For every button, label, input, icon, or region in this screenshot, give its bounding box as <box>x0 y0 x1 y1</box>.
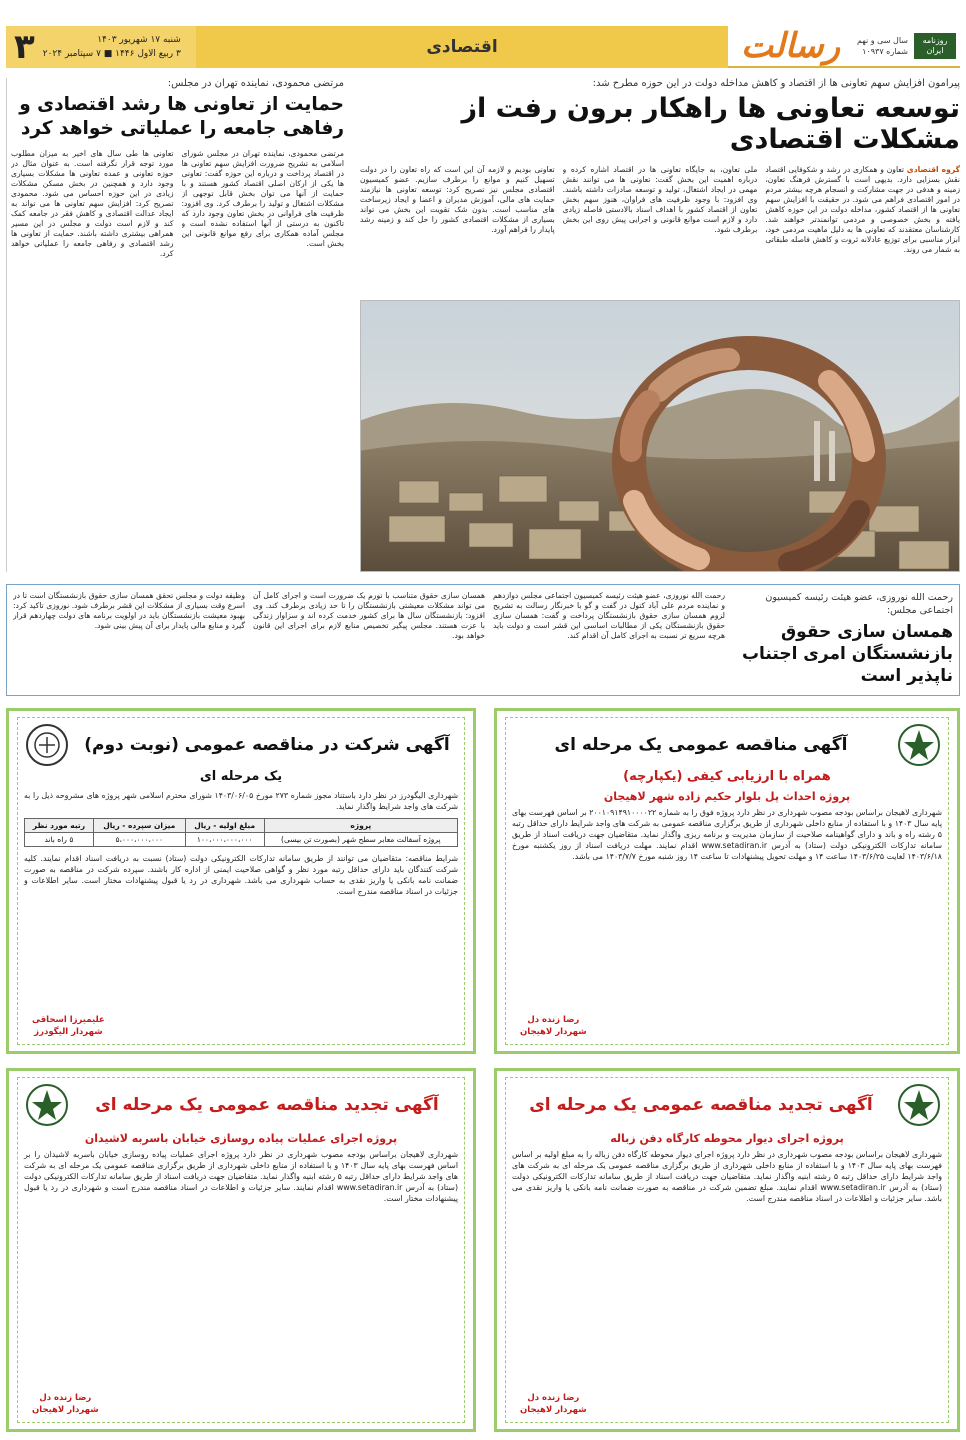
tender-ad-bridge-signature <box>520 1014 587 1038</box>
table-header: میزان سپرده - ریال <box>93 819 185 833</box>
lead-column-3: تعاونی بودیم و لازمه آن این است که راه تعاون را در دولت تسهیل کنیم و موانع را برطرف سازیم. عضو کمیسیون اقتصادی مجلس نیز تصریح کرد: توسعه تعاونی ها نیازمند حمایت های مالی، آموزش مدیران و اعضا و ایجاد زیرساخت های مناسب است. بدون شک تقویت این بخش می تواند بسیاری از مشکلات اقتصادی کشور را حل کند و زمینه رشد پایدار را فراهم آورد. <box>359 165 555 234</box>
table-cell: ۵،۰۰۰،۰۰۰،۰۰۰ <box>93 833 185 847</box>
tender-ad-asphalt-subtitle: یک مرحله ای <box>199 769 283 784</box>
tender-ad-asphalt-header <box>24 722 458 768</box>
section-title: اقتصادی <box>426 37 498 57</box>
municipality-emblem-icon <box>24 1082 70 1128</box>
side-kicker: مرتضی محمودی، نماینده تهران در مجلس: <box>167 78 344 89</box>
tender-ad-sidewalk <box>6 1068 476 1432</box>
lead-column-1 <box>765 165 960 305</box>
tender-ad-asphalt-body: شرایط مناقصه: متقاضیان می توانند از طریق سامانه تدارکات الکترونیکی دولت (ستاد) نسبت به دریافت اسناد اقدام نمایند. کلیه شرکت کنندگان باید دارای حداقل رتبه مورد نظر و گواهی صلاحیت ایمنی از اداره کار باشند. سپرده شرکت در مناقصه به صورت ضمانت نامه بانکی یا واریز نقدی به حساب شهرداری می باشد. شهرداری در رد یا قبول پیشنهادات مختار است. سایر اطلاعات و جزئیات در اسناد مناقصه مندرج است. <box>24 854 458 896</box>
table-header-row <box>25 819 458 833</box>
lead-headline: توسعه تعاونی ها راهکار برون رفت از مشکلات اقتصادی <box>461 93 960 155</box>
lead-columns <box>360 165 960 305</box>
dates <box>43 33 181 61</box>
tender-ad-wall-project: پروژه اجرای دیوار محوطه کارگاه دفن زباله <box>610 1132 844 1145</box>
tender-ad-wall-inner <box>505 1077 949 1423</box>
signer-role: شهردار لاهیجان <box>520 1405 587 1415</box>
signer-name: رضا زنده دل <box>527 1393 580 1403</box>
tender-ad-sidewalk-header <box>24 1082 458 1128</box>
tender-ad-asphalt-inner <box>17 717 465 1045</box>
tender-ad-wall-header <box>512 1082 942 1128</box>
tender-ad-asphalt-table <box>24 818 458 847</box>
issue-label: شماره ۱۰۹۳۷ <box>862 47 908 56</box>
signer-name: رضا زنده دل <box>527 1015 580 1025</box>
tender-ad-bridge-subtitle: همراه با ارزیابی کیفی (یکپارچه) <box>623 769 831 784</box>
date-line-2: ۳ ربیع الاول ۱۴۴۶ ■ ۷ سپتامبر ۲۰۲۴ <box>42 49 181 59</box>
side-column-1: مرتضی محمودی، نماینده تهران در مجلس شورای اسلامی به تشریح ضرورت افزایش سهم تعاونی ها در اقتصاد پرداخت و درباره این حوزه گفت: تعاونی ها یکی از ارکان اصلی اقتصاد کشور هستند و با حمایت از آنها می توان بخش قابل توجهی از مشکلات اشتغال و تولید را برطرف کرد. وی افزود: ظرفیت های فراوانی در بخش تعاون وجود دارد که تاکنون به درستی از آنها استفاده نشده است و مجلس آماده همکاری برای رفع موانع قانونی این بخش است. <box>181 149 344 248</box>
signer-name: رضا زنده دل <box>39 1393 92 1403</box>
side-headline: حمایت از تعاونی ها رشد اقتصادی و رفاهی جامعه را عملیاتی خواهد کرد <box>19 94 344 139</box>
pension-column-1: رحمت الله نوروزی، عضو هیئت رئیسه کمیسیون اجتماعی مجلس دوازدهم و نماینده مردم علی آباد کتول در گفت و گو با خبرنگار رسالت به تشریح لزوم همسان سازی حقوق بازنشستگان پرداخت و گفت: همسان سازی حقوق بازنشستگان یکی از مطالبات اساسی این قشر است و دولت باید هرچه سریع تر نسبت به اجرای کامل آن اقدام کند. <box>493 591 725 640</box>
side-column-2: تعاونی ها طی سال های اخیر به میزان مطلوب مورد توجه قرار نگرفته است. به عنوان مثال در حوزه تعاونی و عمده تعاونی ها مشکلات بسیاری وجود دارد و همچنین در بخش مسکن مشکلات زیادی در این حوزه احساس می شود. محمودی تصریح کرد: افزایش سهم تعاونی ها می تواند به ایجاد عدالت اقتصادی و کاهش فقر در جامعه کمک کند و لازم است دولت و مجلس در این مسیر همراهی بیشتری داشته باشند. حمایت از تعاونی ها رشد اقتصادی و رفاهی جامعه را عملیاتی خواهد کرد. <box>11 149 174 258</box>
masthead <box>728 26 960 68</box>
table-header: رتبه مورد نظر <box>25 819 94 833</box>
pension-article <box>6 584 960 696</box>
issue-info <box>846 35 908 57</box>
tender-ad-sidewalk-project: پروژه اجرای عملیات پیاده روسازی خیابان باسربه لاشیدان <box>84 1132 398 1145</box>
table-cell: پروژه آسفالت معابر سطح شهر (بصورت تن بیسی) <box>264 833 457 847</box>
pension-head <box>733 591 953 689</box>
tender-ad-bridge-header <box>512 722 942 768</box>
pension-column-3: وظیفه دولت و مجلس تحقق همسان سازی حقوق بازنشستگان است تا در اسرع وقت بسیاری از مشکلات این قشر برطرف شود. نوروزی تاکید کرد: بهبود معیشت بازنشستگان باید در اولویت برنامه های دولت چهاردهم قرار گیرد و منابع مالی پایدار برای آن پیش بینی شود. <box>13 591 245 630</box>
tender-ad-asphalt-intro: شهرداری الیگودرز در نظر دارد باستناد مجوز شماره ۲۷۳ مورخ ۱۴۰۳/۰۶/۰۵ شورای محترم اسلامی شهر پروژه های مشروحه ذیل را به شرکت های واجد شرایط واگذار نماید. <box>24 791 458 811</box>
tender-ad-sidewalk-body: شهرداری لاهیجان براساس بودجه مصوب شهرداری در نظر دارد پروژه اجرای عملیات پیاده روسازی خیابان باسربه لاشیدان را بر اساس فهرست بهای پایه سال ۱۴۰۳ و با استفاده از منابع داخلی شهرداری از طریق برگزاری مناقصه عمومی یک مرحله ای به شرکت های واجد شرایط دارای حداقل رتبه ۵ رشته ابنیه واگذار نماید. متقاضیان جهت دریافت اسناد از طریق سامانه تدارکات الکترونیکی دولت (ستاد) به آدرس www.setadiran.ir اقدام نمایند. سایر جزئیات و اطلاعات در اسناد مناقصه مندرج است و شهرداری در رد یا قبول پیشنهادات مختار است. <box>24 1150 458 1203</box>
section-bar <box>196 26 728 68</box>
municipality-emblem-icon <box>896 1082 942 1128</box>
tender-ad-wall-signature <box>520 1392 587 1416</box>
tender-ad-bridge-inner <box>505 717 949 1045</box>
lead-column-2: ملی تعاون، به جایگاه تعاونی ها در اقتصاد اشاره کرده و درباره اهمیت این بخش گفت: تعاونی ها می توانند نقش مهمی در ایجاد اشتغال، تولید و توسعه صادرات داشته باشند. وی افزود: با وجود ظرفیت های فراوان، هنوز سهم بخش تعاون از اقتصاد کشور با اهداف اسناد بالادستی فاصله زیادی دارد و لازم است موانع قانونی و اجرایی پیش روی این بخش برطرف شود. <box>562 165 758 234</box>
tender-ad-asphalt-signature <box>32 1014 105 1038</box>
table-header: مبلغ اولیه - ریال <box>185 819 264 833</box>
municipality-emblem-icon <box>896 722 942 768</box>
tender-ad-sidewalk-signature <box>32 1392 99 1416</box>
signer-role: شهردار لاهیجان <box>32 1405 99 1415</box>
side-article <box>6 78 344 572</box>
tender-ad-wall <box>494 1068 960 1432</box>
tender-ad-sidewalk-inner <box>17 1077 465 1423</box>
pension-headline: همسان سازی حقوق بازنشستگان امری اجتناب ناپذیر است <box>741 622 953 686</box>
signer-name: علیمیرزا اسحاقی <box>32 1015 105 1025</box>
table-row <box>25 833 458 847</box>
page-number: ۳ <box>14 27 35 67</box>
date-line-1: شنبه ۱۷ شهریور ۱۴۰۳ <box>97 35 181 45</box>
tender-ad-sidewalk-title: آگهی تجدید مناقصه عمومی یک مرحله ای <box>95 1095 439 1115</box>
newspaper-logo: رسالت <box>740 26 840 66</box>
page-header <box>6 26 960 68</box>
date-block <box>6 26 196 68</box>
lead-byline: گروه اقتصادی <box>906 165 960 174</box>
signer-role: شهردار الیگودرز <box>34 1027 103 1037</box>
table-cell: ۱۰۰،۰۰۰،۰۰۰،۰۰۰ <box>185 833 264 847</box>
year-label: سال سی و نهم <box>856 36 908 45</box>
hands-circle-photo <box>360 301 959 572</box>
lead-article <box>360 78 960 572</box>
tender-ad-asphalt-title: آگهی شرکت در مناقصه عمومی (نوبت دوم) <box>84 735 450 755</box>
tender-ad-wall-title: آگهی تجدید مناقصه عمومی یک مرحله ای <box>529 1095 873 1115</box>
daily-label: روزنامه ایران <box>914 33 956 59</box>
tender-ad-bridge <box>494 708 960 1054</box>
pension-column-2: همسان سازی حقوق متناسب با تورم یک ضرورت است و اجرای کامل آن می تواند مشکلات معیشتی بازنشستگان را تا حد زیادی برطرف کند. وی افزود: بازنشستگان سال ها برای کشور خدمت کرده اند و سزاوار زندگی با عزت هستند. مجلس پیگیر تخصیص منابع لازم برای اجرای این قانون خواهد بود. <box>253 591 485 640</box>
tender-ad-bridge-body: شهرداری لاهیجان براساس بودجه مصوب شهرداری در نظر دارد پروژه فوق را به شماره ۲۰۰۱۰۹۱۴۹۱۰۰۰۰۲۲ بر اساس فهرست بهای پایه سال ۱۴۰۳ و با استفاده از منابع داخلی شهرداری از طریق برگزاری مناقصه عمومی به شرکت های واجد شرایط دارای حداقل رتبه ۵ رشته راه و باند و دارای گواهینامه صلاحیت از سازمان مدیریت و برنامه ریزی واگذار نماید. متقاضیان جهت دریافت اسناد از طریق سامانه تدارکات الکترونیکی دولت (ستاد) به آدرس www.setadiran.ir اقدام نمایند. مهلت دریافت اسناد از روز یکشنبه مورخ ۱۴۰۳/۶/۱۸ لغایت ۱۴۰۳/۶/۲۵ ساعت ۱۴ و مهلت تحویل پیشنهادات تا ساعت ۱۴ روز شنبه مورخ ۱۴۰۳/۷/۷ می باشد. <box>512 808 943 861</box>
table-cell: ۵ راه باند <box>25 833 94 847</box>
table-header: پروژه <box>264 819 457 833</box>
lead-column-1-text: تعاون و همکاری در رشد و شکوفایی اقتصاد نقش بسزایی دارد. بدیهی است با گسترش فرهنگ تعاون، زمینه و هدفی در جهت مشارکت و انسجام هرچه بیشتر مردم در امور اقتصادی فراهم می شود. در حقیقت با افزایش سهم تعاونی ها از اقتصاد کشور، مداخله دولت در این حوزه کاهش یافته و بخش خصوصی و مردمی توانمندتر خواهند شد. کارشناسان معتقدند که تعاونی ها به دلیل ماهیت مردمی خود، ابزار مناسبی برای توزیع عادلانه ثروت و کاهش فاصله طبقاتی به شمار می روند. <box>765 165 960 254</box>
lead-photo <box>360 300 960 572</box>
pension-kicker: رحمت الله نوروزی، عضو هیئت رئیسه کمیسیون اجتماعی مجلس: <box>765 592 953 616</box>
tender-ad-bridge-title: آگهی مناقصه عمومی یک مرحله ای <box>554 735 848 755</box>
signer-role: شهردار لاهیجان <box>520 1027 587 1037</box>
aligoudarz-emblem-icon <box>24 722 70 768</box>
tender-ad-wall-body: شهرداری لاهیجان براساس بودجه مصوب شهرداری در نظر دارد پروژه اجرای دیوار محوطه کارگاه دفن زباله را به مبلغ اولیه بر اساس فهرست بهای پایه سال ۱۴۰۳ و با استفاده از منابع داخلی شهرداری از طریق برگزاری مناقصه عمومی یک مرحله ای به شرکت های واجد شرایط دارای حداقل رتبه ۵ رشته ابنیه واگذار نماید. متقاضیان جهت دریافت اسناد از طریق سامانه تدارکات الکترونیکی دولت (ستاد) به آدرس www.setadiran.ir اقدام نمایند. مبلغ تضمین شرکت در مناقصه به صورت ضمانت نامه بانکی یا واریز نقدی می باشد. سایر جزئیات و اطلاعات در اسناد مناقصه مندرج است. <box>512 1150 943 1203</box>
side-columns <box>11 149 344 569</box>
lead-kicker: پیرامون افزایش سهم تعاونی ها از اقتصاد و کاهش مداخله دولت در این حوزه مطرح شد: <box>592 78 960 89</box>
tender-ad-bridge-project: پروژه احداث پل بلوار حکیم زاده شهر لاهیجان <box>603 790 851 803</box>
tender-ad-asphalt <box>6 708 476 1054</box>
